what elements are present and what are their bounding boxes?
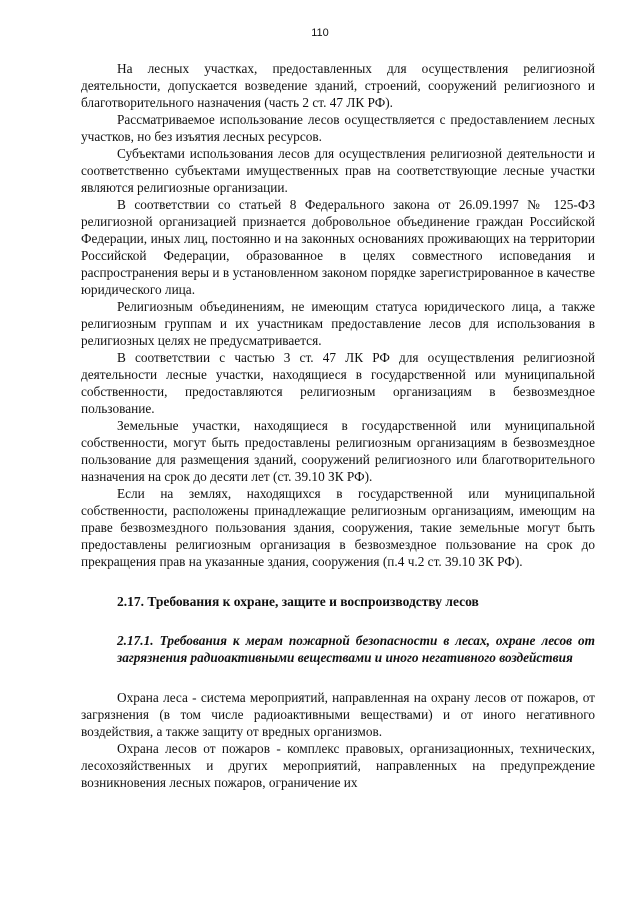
section-heading: 2.17. Требования к охране, защите и воспроизводству лесов [117, 594, 479, 609]
paragraph: Рассматриваемое использование лесов осуществляется с предоставлением лесных участков, но без изъятия лесных ресурсов. [81, 112, 595, 144]
paragraph: Субъектами использования лесов для осуществления религиозной деятельности и соответственно субъектами имущественных прав на соответствующие лесные участки являются религиозные организации. [81, 146, 595, 195]
document-body [81, 60, 595, 791]
paragraph: Если на землях, находящихся в государственной или муниципальной собственности, расположены принадлежащие религиозным организациям, имеющим на праве безвозмездного пользования здания, сооружения, такие земельные могут быть предоставлены религиозным организация в безвозмездное пользование на срок до прекращения прав на указанные здания, сооружения (п.4 ч.2 ст. 39.10 ЗК РФ). [81, 486, 595, 569]
paragraph: Охрана леса - система мероприятий, направленная на охрану лесов от пожаров, от загрязнения (в том числе радиоактивными веществами) и от иного негативного воздействия, а также защиту от вредных организмов. [81, 690, 595, 739]
subsection-number: 2.17.1. [117, 633, 154, 648]
subsection-heading [81, 632, 595, 666]
page-number: 110 [311, 27, 329, 39]
paragraph: Религиозным объединениям, не имеющим статуса юридического лица, а также религиозным группам и их участникам предоставление лесов для использования в религиозных целях не предусматривается. [81, 299, 595, 348]
paragraph: Охрана лесов от пожаров - комплекс правовых, организационных, технических, лесохозяйственных и других мероприятий, направленных на предупреждение возникновения лесных пожаров, ограничение их [81, 741, 595, 790]
subsection-title: Требования к мерам пожарной безопасности в лесах, охране лесов от загрязнения радиоактивными веществами и иного негативного воздействия [117, 633, 595, 665]
paragraph: В соответствии с частью 3 ст. 47 ЛК РФ для осуществления религиозной деятельности лесные участки, находящиеся в государственной или муниципальной собственности, предоставляются религиозным организациям в безвозмездное пользование. [81, 350, 595, 416]
paragraph: На лесных участках, предоставленных для осуществления религиозной деятельности, допускается возведение зданий, строений, сооружений религиозного и благотворительного назначения (часть 2 ст. 47 ЛК РФ). [81, 61, 595, 110]
paragraph: Земельные участки, находящиеся в государственной или муниципальной собственности, могут быть предоставлены религиозным организациям в безвозмездное пользование для размещения зданий, сооружений религиозного или благотворительного назначения на срок до десяти лет (ст. 39.10 ЗК РФ). [81, 418, 595, 484]
paragraph: В соответствии со статьей 8 Федерального закона от 26.09.1997 № 125-ФЗ религиозной организацией признается добровольное объединение граждан Российской Федерации, иных лиц, постоянно и на законных основаниях проживающих на территории Российской Федерации, образованное в целях совместного исповедания и распространения веры и в установленном законом порядке зарегистрированное в качестве юридического лица. [81, 197, 595, 297]
